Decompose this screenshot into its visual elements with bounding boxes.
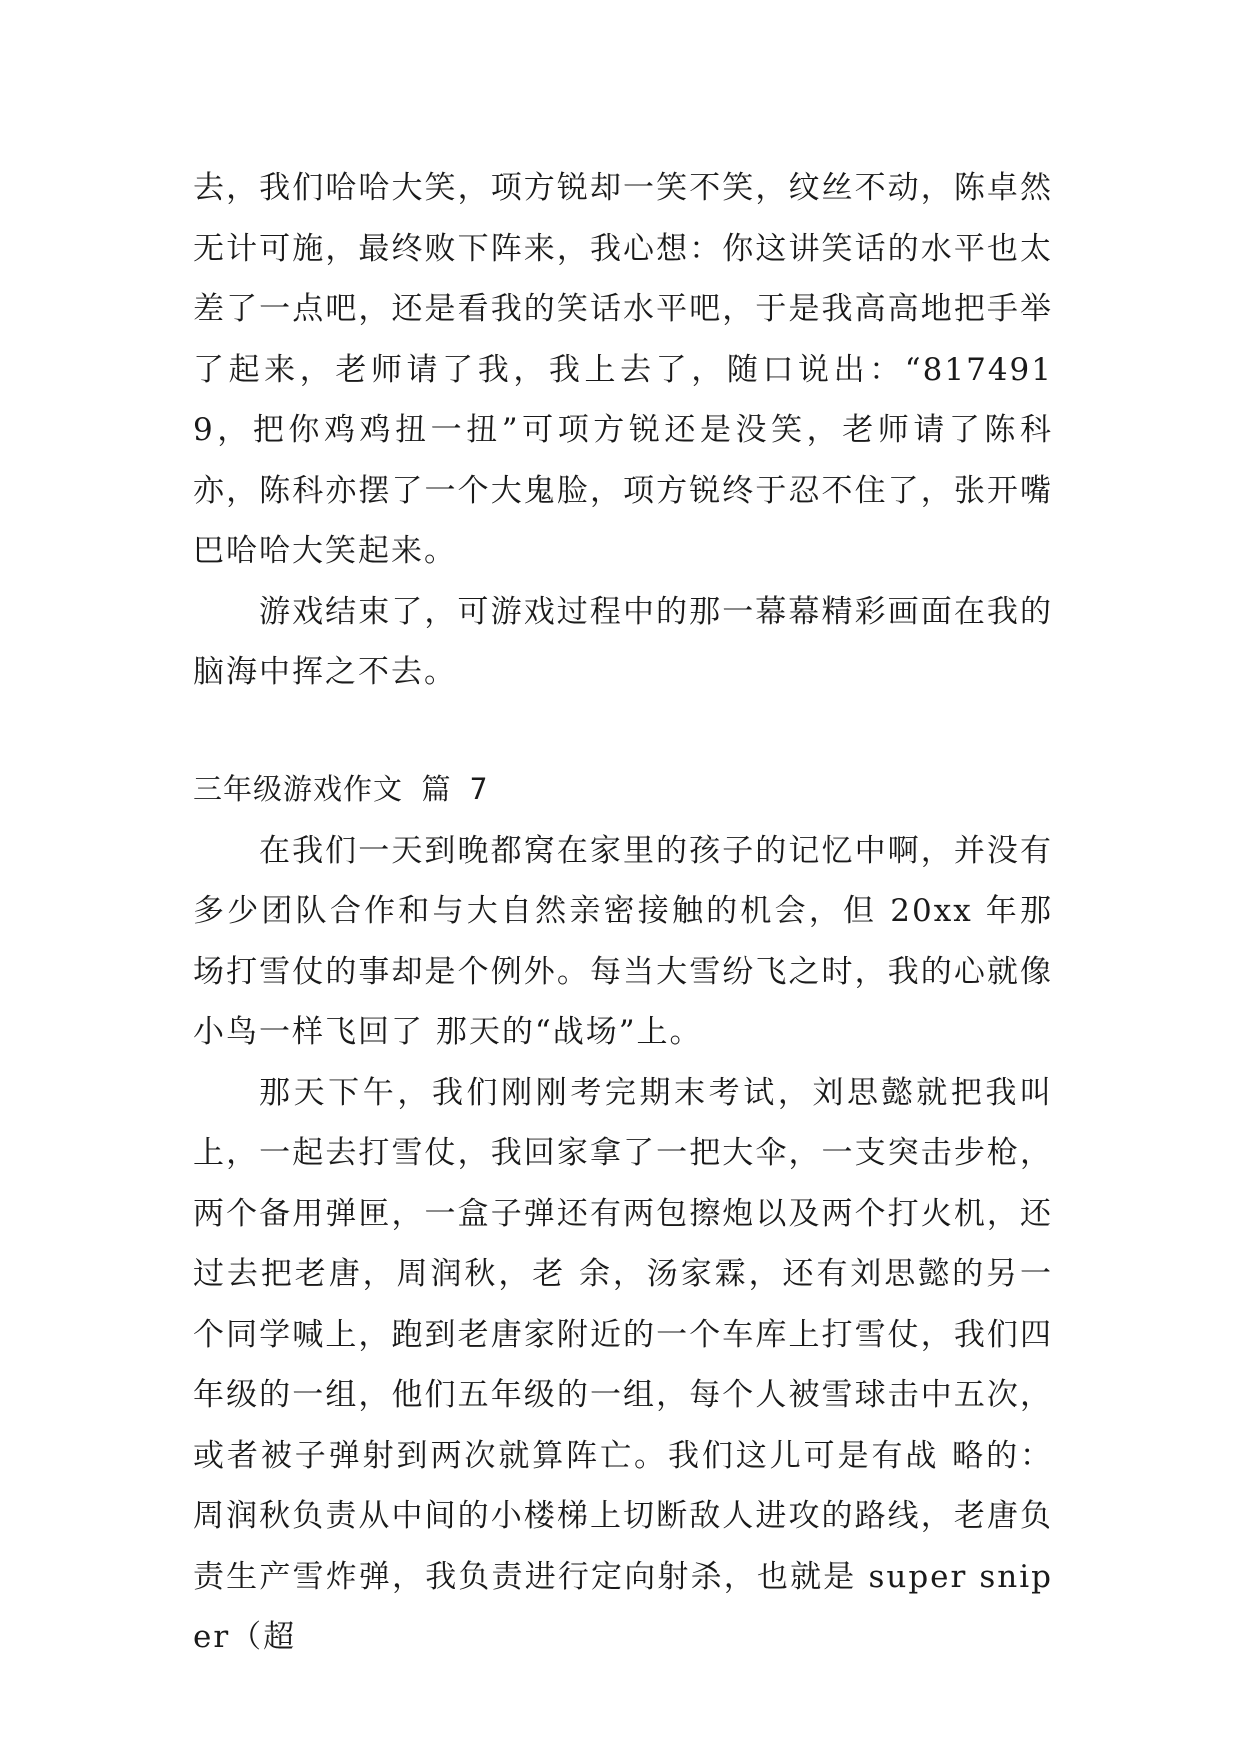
paragraph-ending: 游戏结束了，可游戏过程中的那一幕幕精彩画面在我的脑海中挥之不去。: [193, 593, 1053, 690]
paragraph-continued: 去，我们哈哈大笑，项方锐却一笑不笑，纹丝不动，陈卓然无计可施，最终败下阵来，我心想：你这讲笑话的水平也太差了一点吧，还是看我的笑话水平吧，于是我高高地把手举了起来，老师请了我，我上去了，随口说出：“8174919，把你鸡鸡扭一扭”可项方锐还是没笑，老师请了陈科亦，陈科亦摆了一个大鬼脸，项方锐终于忍不住了，张开嘴巴哈哈大笑起来。: [193, 170, 1053, 569]
section-heading: 三年级游戏作文 篇 7: [193, 771, 489, 806]
section-spacer: [193, 703, 1053, 757]
document-page: [193, 158, 1053, 1668]
paragraph-intro: 在我们一天到晚都窝在家里的孩子的记忆中啊，并没有多少团队合作和与大自然亲密接触的机会，但 20xx 年那场打雪仗的事却是个例外。每当大雪纷飞之时，我的心就像小鸟一样飞回了 那天的“战场”上。: [193, 832, 1053, 1050]
paragraph-story: 那天下午，我们刚刚考完期末考试，刘思懿就把我叫上，一起去打雪仗，我回家拿了一把大伞，一支突击步枪，两个备用弹匣，一盒子弹还有两包擦炮以及两个打火机，还过去把老唐，周润秋，老 余，汤家霖，还有刘思懿的另一个同学喊上，跑到老唐家附近的一个车库上打雪仗，我们四年级的一组，他们五年级的一组，每个人被雪球击中五次，或者被子弹射到两次就算阵亡。我们这儿可是有战 略的：周润秋负责从中间的小楼梯上切断敌人进攻的路线，老唐负责生产雪炸弹，我负责进行定向射杀，也就是 super sniper（超: [193, 1074, 1053, 1655]
